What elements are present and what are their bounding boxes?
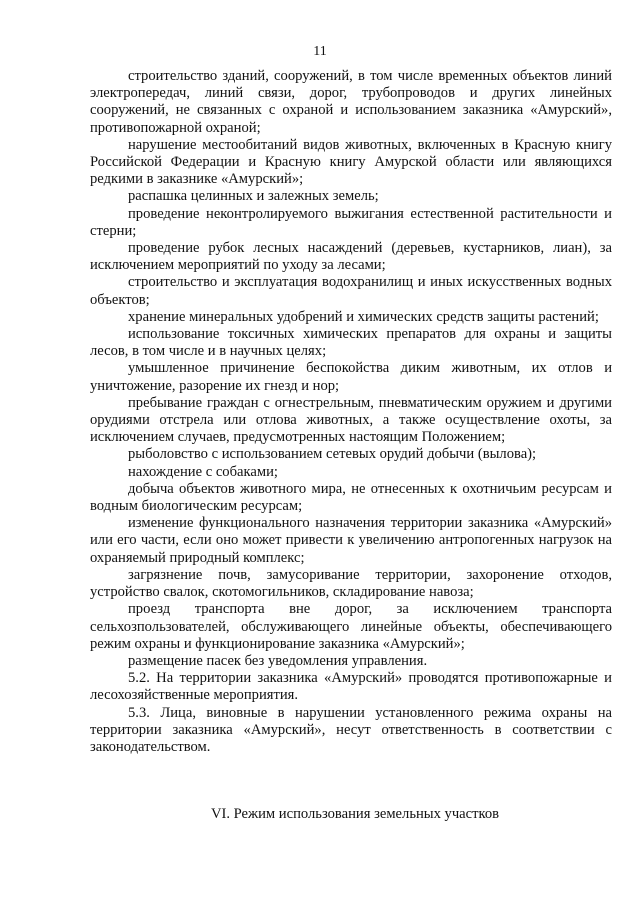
page-number: 11 bbox=[313, 44, 327, 59]
paragraph: хранение минеральных удобрений и химических средств защиты растений; bbox=[128, 308, 599, 325]
paragraph: загрязнение почв, замусоривание территории, захоронение отходов, устройство свалок, скотомогильников, складирование навоза; bbox=[90, 566, 612, 601]
paragraph: нахождение с собаками; bbox=[128, 463, 278, 480]
paragraph: строительство и эксплуатация водохранилищ и иных искусственных водных объектов; bbox=[90, 274, 612, 308]
paragraph: 5.2. На территории заказника «Амурский» проводятся противопожарные и лесохозяйственные мероприятия. bbox=[90, 670, 612, 704]
paragraph: проведение рубок лесных насаждений (деревьев, кустарников, лиан), за исключением мероприятий по уходу за лесами; bbox=[90, 240, 612, 274]
paragraph: рыболовство с использованием сетевых орудий добычи (вылова); bbox=[128, 446, 537, 463]
paragraph: использование токсичных химических препаратов для охраны и защиты лесов, в том числе и в научных целях; bbox=[90, 326, 612, 360]
section-heading: VI. Режим использования земельных участков bbox=[210, 806, 500, 822]
paragraph: добыча объектов животного мира, не отнесенных к охотничьим ресурсам и водным биологическим ресурсам; bbox=[90, 480, 612, 515]
paragraph: 5.3. Лица, виновные в нарушении установленного режима охраны на территории заказника «Амурский», несут ответственность в соответствии с законодательством. bbox=[90, 704, 612, 755]
paragraph: изменение функционального назначения территории заказника «Амурский» или его части, если оно может привести к увеличению антропогенных нагрузок на охраняемый природный комплекс; bbox=[90, 515, 612, 566]
paragraph: проведение неконтролируемого выжигания естественной растительности и стерни; bbox=[90, 205, 612, 239]
paragraph: строительство зданий, сооружений, в том числе временных объектов линий электропередач, линий связи, дорог, трубопроводов и других линейных сооружений, не связанных с охраной и использованием заказника «Амурский», противопожарной охраной; bbox=[90, 68, 612, 136]
paragraph: распашка целинных и залежных земель; bbox=[128, 188, 379, 205]
body-text bbox=[90, 68, 612, 756]
paragraph: проезд транспорта вне дорог, за исключением транспорта сельхозпользователей, обслуживающего линейные объекты, обеспечивающего режим охраны и функционирование заказника «Амурский»; bbox=[90, 601, 612, 652]
paragraph: пребывание граждан с огнестрельным, пневматическим оружием и другими орудиями отстрела или отлова животных, а также осуществление охоты, за исключением случаев, предусмотренных настоящим Положением; bbox=[90, 394, 612, 446]
paragraph: умышленное причинение беспокойства диким животным, их отлов и уничтожение, разорение их гнезд и нор; bbox=[90, 360, 612, 394]
paragraph: нарушение местообитаний видов животных, включенных в Красную книгу Российской Федерации и Красную книгу Амурской области или являющихся редкими в заказнике «Амурский»; bbox=[90, 136, 612, 188]
paragraph: размещение пасек без уведомления управления. bbox=[128, 652, 428, 669]
